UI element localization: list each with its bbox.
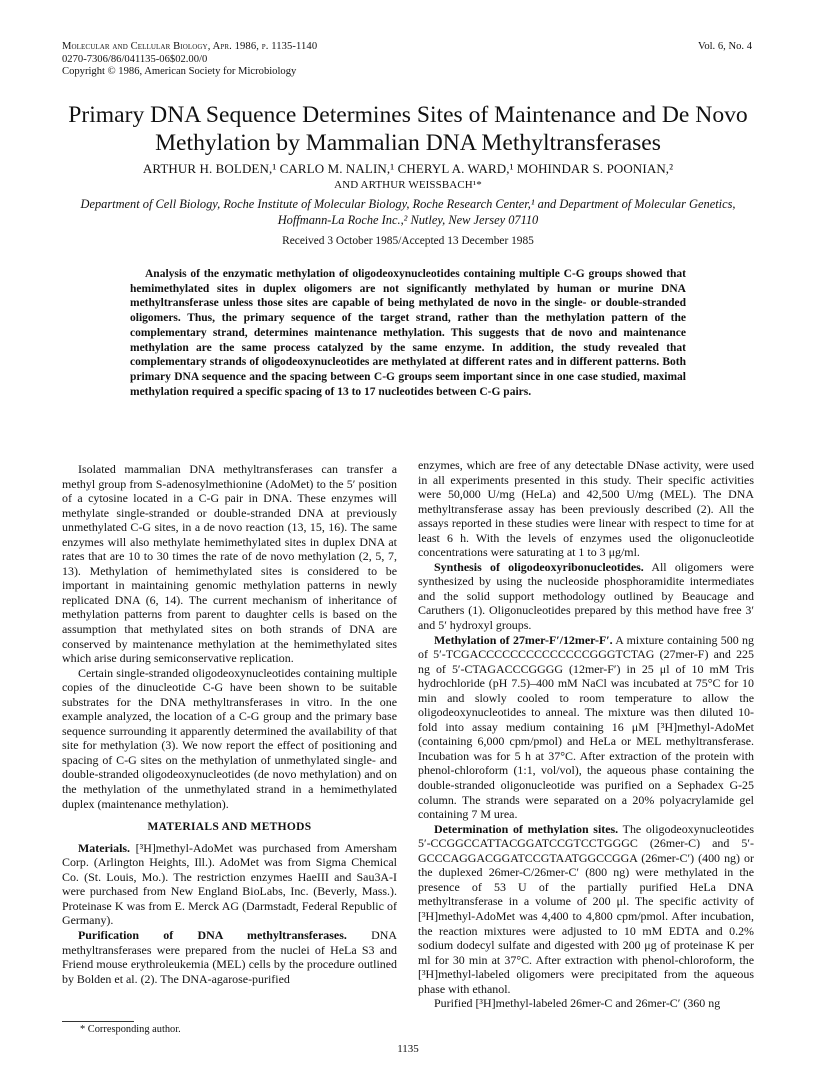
page-number: 1135 <box>397 1043 419 1055</box>
materials-paragraph <box>62 841 397 928</box>
purification-paragraph <box>62 928 397 986</box>
copyright-line: Copyright © 1986, American Society for Microbiology <box>62 66 297 78</box>
intro-paragraph-2: Certain single-stranded oligodeoxynucleotides containing multiple copies of the dinucleotide C-G have been shown to be suitable substrates for the DNA methyltransferases in vitro. In the one example analyzed, the location of a C-G group and the primary base sequence surrounding it apparently determined the availability of that site for methylation (3). We now report the effect of positioning and spacing of C-G sites on the methylation of unmethylated single- and double-stranded oligodeoxynucleotides (de novo methylation) and on the methylation of the unmethylated strand in a hemimethylated duplex (maintenance methylation). <box>62 665 397 811</box>
purification-text: DNA methyltransferases were prepared from the nuclei of HeLa S3 and Friend mouse erythroleukemia (MEL) cells by the procedure outlined by Bolden et al. (2). The DNA-agarose-purified <box>62 927 397 986</box>
left-column <box>62 462 397 986</box>
sites-paragraph <box>418 822 754 997</box>
materials-text: [³H]methyl-AdoMet was purchased from Amersham Corp. (Arlington Heights, Ill.). AdoMet was from Sigma Chemical Co. (St. Louis, Mo.). The restriction enzymes HaeIII and Sau3A-I were purchased from New England BioLabs, Inc. (Beverly, Mass.). Proteinase K was from E. Merck AG (Darmstadt, Federal Republic of Germany). <box>62 840 397 928</box>
synthesis-heading: Synthesis of oligodeoxyribonucleotides. <box>434 559 644 574</box>
abstract: Analysis of the enzymatic methylation of oligodeoxynucleotides containing multiple C-G groups showed that hemimethylated sites in duplex oligomers are not significantly methylated by human or murine DNA methyltransferase unless those sites are capable of being methylated de novo in the single- or double-stranded oligomers. Thus, the primary sequence of the target strand, rather than the methylation pattern of the complementary strand, determines maintenance methylation. This suggests that de novo and maintenance methylation are the same process catalyzed by the same enzyme. In addition, the study revealed that complementary strands of oligodeoxynucleotides are methylated at different rates and in different patterns. Both primary DNA sequence and the spacing between C-G groups seem important since in one case studied, maximal methylation required a specific spacing of 13 to 17 nucleotides between C-G pairs. <box>130 268 686 398</box>
article-code: 0270-7306/86/041135-06$02.00/0 <box>62 53 208 65</box>
journal-citation: Molecular and Cellular Biology, Apr. 1986, p. 1135-1140 <box>62 41 318 52</box>
methylation-heading: Methylation of 27mer-F′/12mer-F′. <box>434 632 613 647</box>
methylation-text: A mixture containing 500 ng of 5′-TCGACCCCCCCCCCCCCCGGGTCTAG (27mer-F) and 225 ng of 5′-CTAGACCCGGGG (12mer-F′) in 25 μl of 10 mM Tris hydrochloride (pH 7.5)–400 mM NaCl was incubated at 75°C for 10 min and slowly cooled to room temperature to allow the oligodeoxynucleotides to anneal. The mixture was then diluted 10-fold into assay medium containing 16 μM [³H]methyl-AdoMet (containing 6,000 cpm/pmol) and HeLa or MEL methyltransferase. Incubation was for 5 h at 37°C. After extraction of the protein with phenol-chloroform (1:1, vol/vol), the aqueous phase containing the double-stranded oligonucleotide was purified on a Sephadex G-25 column. The strands were separated on a 20% polyacrylamide gel containing 7 M urea. <box>418 632 754 822</box>
authors-line-1: ARTHUR H. BOLDEN,¹ CARLO M. NALIN,¹ CHERYL A. WARD,¹ MOHINDAR S. POONIAN,² <box>142 161 674 176</box>
sites-heading: Determination of methylation sites. <box>434 821 619 836</box>
methylation-paragraph <box>418 633 754 822</box>
received-dates: Received 3 October 1985/Accepted 13 December 1985 <box>282 235 534 247</box>
volume-issue: Vol. 6, No. 4 <box>698 41 752 52</box>
article-title: Primary DNA Sequence Determines Sites of Maintenance and De Novo Methylation by Mammalian DNA Methyltransferases <box>68 102 748 156</box>
intro-paragraph-1: Isolated mammalian DNA methyltransferases can transfer a methyl group from S-adenosylmethionine (AdoMet) to the 5′ position of a cytosine located in a C-G pair in DNA. These enzymes will methylate single-stranded or double-stranded DNA at previously unmethylated C-G sites, in a de novo reaction (13, 15, 16). The same enzymes will also methylate hemimethylated sites in duplex DNA at rates that are 10 to 30 times the rate of de novo methylation (2, 5, 7, 13). Methylation of hemimethylated sites is considered to be important in maintaining genomic methylation patterns in newly replicated DNA (6, 14). The current mechanism of inheritance of methylation patterns from parent to daughter cells is based on the assumption that methylated sites on both strands of DNA are conserved by maintenance methylation at the hemimethylated sites which arise during semiconservative replication. <box>62 462 397 666</box>
author-list <box>62 160 754 194</box>
affiliation: Department of Cell Biology, Roche Institute of Molecular Biology, Roche Research Center,¹ and Department of Molecular Genetics, Hoffmann-La Roche Inc.,² Nutley, New Jersey 07110 <box>80 197 736 227</box>
footnote: * Corresponding author. <box>80 1024 181 1035</box>
right-column <box>418 458 754 1011</box>
synthesis-paragraph <box>418 560 754 633</box>
materials-heading: Materials. <box>78 840 131 855</box>
purified-paragraph: Purified [³H]methyl-labeled 26mer-C and 26mer-C′ (360 ng <box>434 996 721 1011</box>
running-header <box>62 41 317 79</box>
synthesis-text: All oligomers were synthesized by using the nucleoside phosphoramidite intermediates and the solid support methodology outlined by Beaucage and Caruthers (1). Oligonucleotides prepared by this method have free 3′ and 5′ hydroxyl groups. <box>418 559 754 633</box>
sites-text: The oligodeoxynucleotides 5′-CCGGCCATTACGGATCCGTCCTGGGC (26mer-C) and 5′-GCCCAGGACGGATCCGTAATGGCCGGA (26mer-C′) (400 ng) or the duplexed 26mer-C/26mer-C′ (800 ng) were methylated in the presence of 53 U of the partially purified HeLa DNA methyltransferase in a volume of 200 μl. The specific activity of [³H]methyl-AdoMet was 4,400 to 4,800 cpm/pmol. After incubation, the reaction mixtures were adjusted to 10 mM EDTA and 0.2% sodium dodecyl sulfate and digested with 200 μg of proteinase K per ml for 30 min at 37°C. After extraction with phenol-chloroform, the [³H]methyl-labeled oligomers were precipitated from the aqueous phase with ethanol. <box>418 821 754 996</box>
footnote-divider <box>62 1021 134 1022</box>
purification-heading: Purification of DNA methyltransferases. <box>78 927 347 942</box>
continued-paragraph: enzymes, which are free of any detectable DNase activity, were used in all experiments presented in this study. Their specific activities were 50,000 U/mg (HeLa) and 42,500 U/mg (MEL). The DNA methyltransferase assay has been previously described (2). All the assays reported in these studies were linear with respect to time for at least 6 h. With the levels of enzymes used the oligonucleotide concentrations were saturating at 1 to 3 μg/ml. <box>418 458 754 560</box>
authors-line-2: AND ARTHUR WEISSBACH¹* <box>334 179 482 191</box>
section-heading-methods: MATERIALS AND METHODS <box>147 821 312 834</box>
